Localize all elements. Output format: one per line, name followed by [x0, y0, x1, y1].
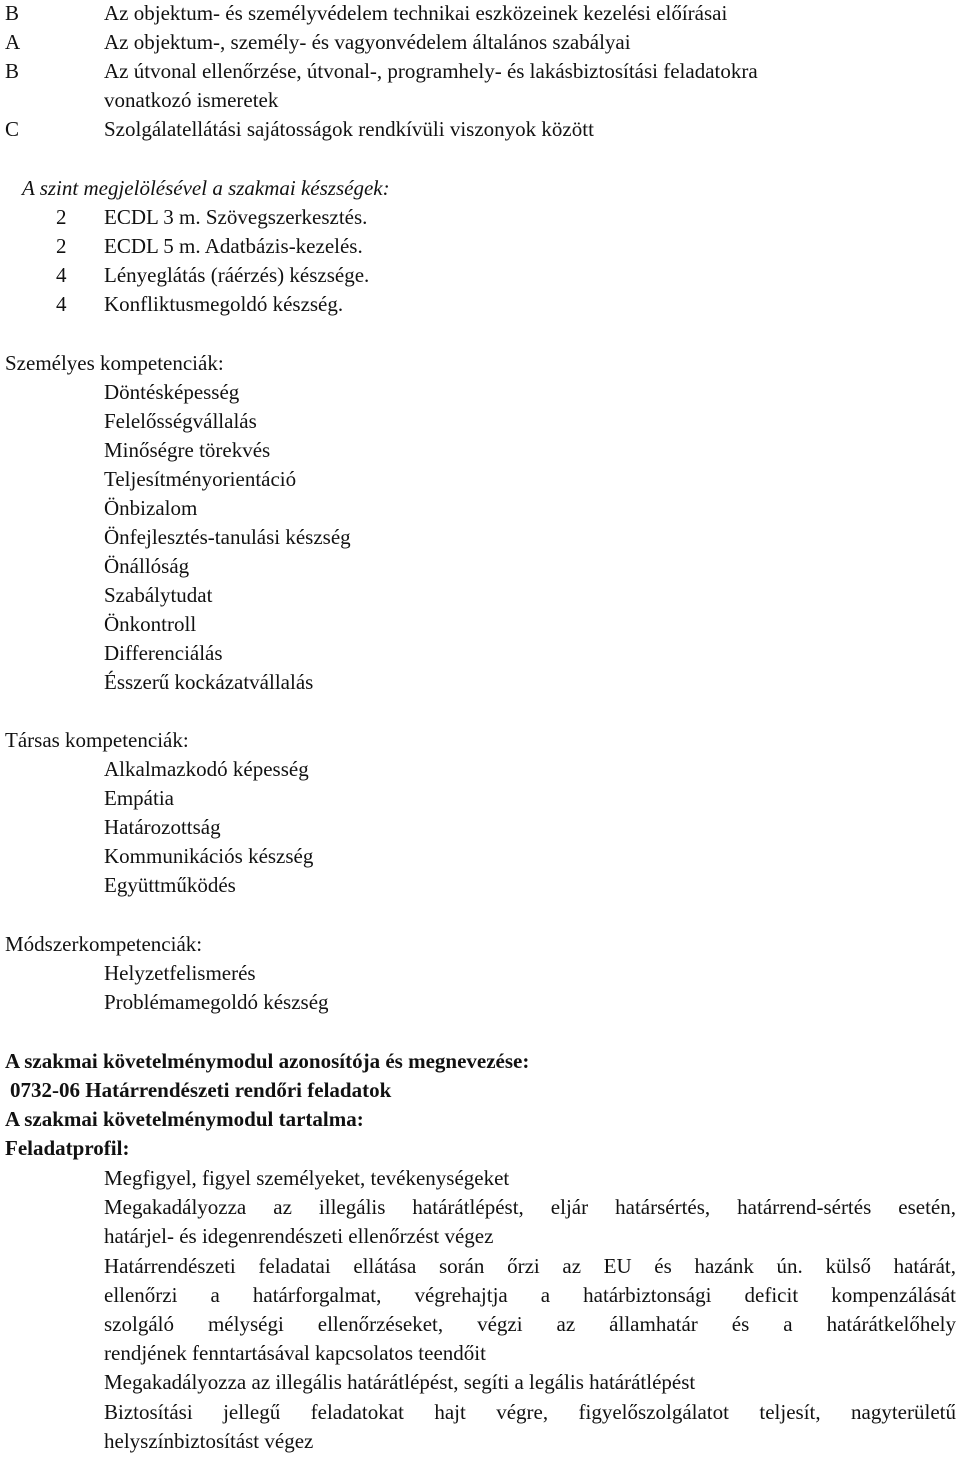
task-item-continuation: rendjének fenntartásával kapcsolatos teendőit: [104, 1341, 486, 1365]
social-item: Alkalmazkodó képesség: [104, 757, 309, 781]
task-item-continuation: határjel- és idegenrendészeti ellenőrzést végez: [104, 1224, 494, 1248]
topic-level: C: [5, 117, 20, 141]
topic-text: Az objektum-, személy- és vagyonvédelem általános szabályai: [104, 30, 631, 54]
task-item: Biztosítási jellegű feladatokat hajt végre, figyelőszolgálatot teljesít, nagyterületű: [104, 1400, 956, 1424]
skill-text: Konfliktusmegoldó készség.: [104, 292, 344, 316]
topic-text: Az útvonal ellenőrzése, útvonal-, programhely- és lakásbiztosítási feladatokra: [104, 59, 758, 83]
social-item: Empátia: [104, 786, 174, 810]
personal-item: Differenciálás: [104, 641, 223, 665]
skills-heading: A szint megjelölésével a szakmai készségek:: [22, 176, 390, 200]
social-item: Kommunikációs készség: [104, 844, 314, 868]
topic-text: Az objektum- és személyvédelem technikai eszközeinek kezelési előírásai: [104, 1, 728, 25]
skill-text: ECDL 5 m. Adatbázis-kezelés.: [104, 234, 363, 258]
social-item: Együttműködés: [104, 873, 236, 897]
profile-heading: Feladatprofil:: [5, 1136, 130, 1160]
skill-text: Lényeglátás (ráérzés) készsége.: [104, 263, 370, 287]
skill-level: 2: [56, 234, 67, 258]
task-item: Megakadályozza az illegális határátlépést, segíti a legális határátlépést: [104, 1370, 696, 1394]
personal-item: Önállóság: [104, 554, 190, 578]
topic-text: vonatkozó ismeretek: [104, 88, 279, 112]
personal-item: Minőségre törekvés: [104, 438, 271, 462]
task-item-continuation: szolgáló mélységi ellenőrzéseket, végzi az államhatár és a határátkelőhely: [104, 1312, 956, 1336]
personal-item: Önkontroll: [104, 612, 197, 636]
personal-heading: Személyes kompetenciák:: [5, 351, 224, 375]
module-id-heading: A szakmai követelménymodul azonosítója és megnevezése:: [5, 1049, 530, 1073]
topic-level: B: [5, 1, 20, 25]
skill-level: 4: [56, 263, 67, 287]
skill-level: 2: [56, 205, 67, 229]
method-item: Problémamegoldó készség: [104, 990, 329, 1014]
skill-level: 4: [56, 292, 67, 316]
module-id-value: 0732-06 Határrendészeti rendőri feladatok: [10, 1078, 392, 1102]
task-item: Megakadályozza az illegális határátlépést, eljár határsértés, határrend-sértés esetén,: [104, 1195, 956, 1219]
topic-level: A: [5, 30, 21, 54]
method-item: Helyzetfelismerés: [104, 961, 256, 985]
personal-item: Szabálytudat: [104, 583, 213, 607]
personal-item: Döntésképesség: [104, 380, 240, 404]
social-heading: Társas kompetenciák:: [5, 728, 189, 752]
task-item: Határrendészeti feladatai ellátása során őrzi az EU és hazánk ún. külső határát,: [104, 1254, 956, 1278]
topic-text: Szolgálatellátási sajátosságok rendkívüli viszonyok között: [104, 117, 594, 141]
skill-text: ECDL 3 m. Szövegszerkesztés.: [104, 205, 368, 229]
personal-item: Teljesítményorientáció: [104, 467, 297, 491]
personal-item: Ésszerű kockázatvállalás: [104, 670, 314, 694]
personal-item: Önfejlesztés-tanulási készség: [104, 525, 351, 549]
module-content-heading: A szakmai követelménymodul tartalma:: [5, 1107, 364, 1131]
personal-item: Önbizalom: [104, 496, 198, 520]
task-item: Megfigyel, figyel személyeket, tevékenységeket: [104, 1166, 510, 1190]
topic-level: B: [5, 59, 20, 83]
personal-item: Felelősségvállalás: [104, 409, 257, 433]
social-item: Határozottság: [104, 815, 221, 839]
task-item-continuation: helyszínbiztosítást végez: [104, 1429, 314, 1453]
task-item-continuation: ellenőrzi a határforgalmat, végrehajtja a határbiztonsági deficit kompenzálását: [104, 1283, 956, 1307]
method-heading: Módszerkompetenciák:: [5, 932, 203, 956]
